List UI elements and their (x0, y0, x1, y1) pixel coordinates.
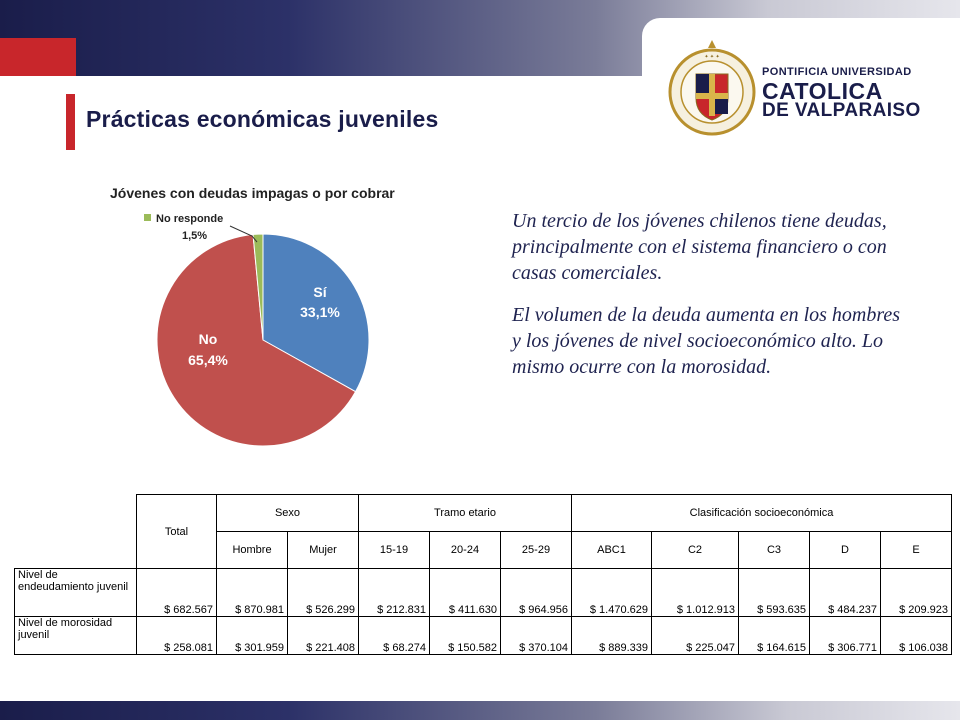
slice-value-no: 65,4% (188, 352, 228, 368)
table-cell: $ 889.339 (572, 617, 652, 655)
table-cell: $ 221.408 (288, 617, 359, 655)
subheader-25-29: 25-29 (501, 532, 572, 569)
header-red-accent (0, 38, 76, 76)
subheader-15-19: 15-19 (359, 532, 430, 569)
subheader-c3: C3 (739, 532, 810, 569)
page-title: Prácticas económicas juveniles (86, 106, 439, 132)
table-cell: $ 106.038 (881, 617, 952, 655)
table-cell: $ 484.237 (810, 569, 881, 617)
table-cell: $ 212.831 (359, 569, 430, 617)
table-cell: $ 370.104 (501, 617, 572, 655)
table-cell: $ 526.299 (288, 569, 359, 617)
slice-label-no: No (198, 331, 218, 347)
table-cell: $ 1.012.913 (652, 569, 739, 617)
logo-line-3: DE VALPARAISO (762, 100, 921, 121)
paragraph-2: El volumen de la deuda aumenta en los hombres y los jóvenes de nivel socioeconómico alto. Lo mismo ocurre con la morosidad. (512, 304, 901, 378)
subheader-abc1: ABC1 (572, 532, 652, 569)
table-cell: $ 411.630 (430, 569, 501, 617)
table-row (15, 569, 952, 617)
table-cell: $ 306.771 (810, 617, 881, 655)
pie-slices (157, 234, 369, 446)
table-cell: $ 164.615 (739, 617, 810, 655)
description-text (512, 208, 912, 396)
table-cell: $ 964.956 (501, 569, 572, 617)
header-total: Total (137, 495, 217, 569)
table-cell: $ 209.923 (881, 569, 952, 617)
legend-swatch-no-responde (144, 214, 151, 221)
subheader-e: E (881, 532, 952, 569)
table-cell: $ 301.959 (217, 617, 288, 655)
header-sexo: Sexo (217, 495, 359, 532)
table-cell: $ 1.470.629 (572, 569, 652, 617)
logo-line-2: CATOLICA (762, 78, 883, 104)
row-label-morosidad: Nivel de morosidad juvenil (15, 617, 137, 655)
legend-label-no-responde: No responde (156, 213, 224, 225)
paragraph-1: Un tercio de los jóvenes chilenos tiene deudas, principalmente con el sistema financiero o con casas comerciales. (512, 210, 887, 284)
svg-text:✦ ✦ ✦: ✦ ✦ ✦ (704, 54, 720, 60)
footer-band (0, 701, 960, 720)
table-cell: $ 593.635 (739, 569, 810, 617)
table-corner (15, 495, 137, 569)
table-cell: $ 258.081 (137, 617, 217, 655)
subheader-hombre: Hombre (217, 532, 288, 569)
subheader-c2: C2 (652, 532, 739, 569)
table-row (15, 617, 952, 655)
subheader-20-24: 20-24 (430, 532, 501, 569)
slice-label-si: Sí (313, 284, 327, 300)
chart-title: Jóvenes con deudas impagas o por cobrar (110, 185, 395, 201)
title-accent-bar (66, 94, 75, 150)
table-cell: $ 682.567 (137, 569, 217, 617)
slice-value-si: 33,1% (300, 304, 340, 320)
table-cell: $ 68.274 (359, 617, 430, 655)
university-crest-icon (666, 38, 758, 136)
subheader-mujer: Mujer (288, 532, 359, 569)
header-clasificacion: Clasificación socioeconómica (572, 495, 952, 532)
logo-line-1: PONTIFICIA UNIVERSIDAD (762, 66, 912, 78)
table-cell: $ 150.582 (430, 617, 501, 655)
legend-value-no-responde: 1,5% (182, 230, 208, 242)
debt-table (14, 494, 952, 655)
table-cell: $ 225.047 (652, 617, 739, 655)
header-tramo-etario: Tramo etario (359, 495, 572, 532)
pie-chart (100, 178, 430, 458)
row-label-endeudamiento: Nivel de endeudamiento juvenil (15, 569, 137, 617)
subheader-d: D (810, 532, 881, 569)
table-cell: $ 870.981 (217, 569, 288, 617)
